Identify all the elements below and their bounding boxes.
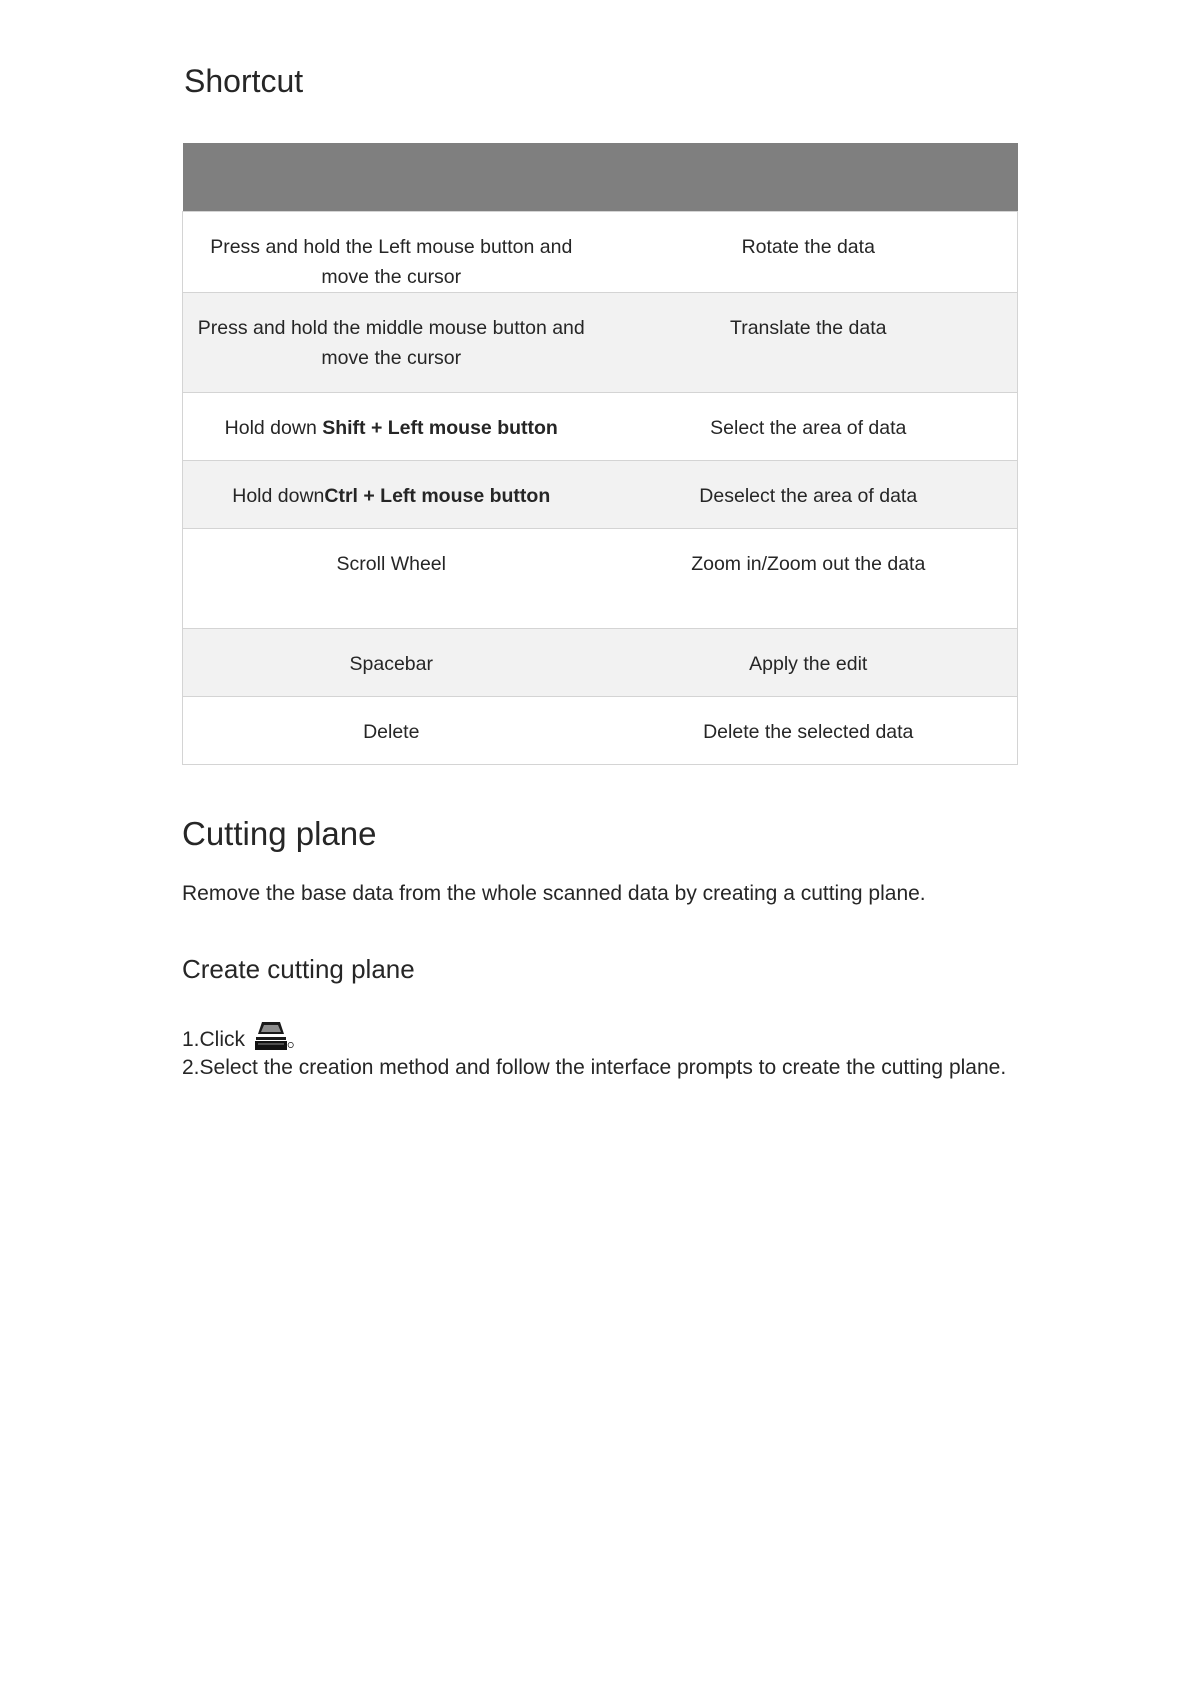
table-row	[183, 697, 1018, 765]
shortcut-action-text: Scroll Wheel	[336, 553, 446, 575]
shortcut-action-text: Hold down	[224, 417, 323, 439]
shortcut-action-cell	[183, 529, 600, 629]
shortcut-action-cell	[183, 212, 600, 293]
shortcut-key-combo: Shift + Left mouse button	[322, 417, 558, 439]
shortcut-result-cell: Zoom in/Zoom out the data	[600, 529, 1018, 629]
shortcut-table	[182, 143, 1018, 765]
shortcut-action-cell	[183, 393, 600, 461]
shortcut-action-text: Press and hold the Left mouse button and move the cursor	[210, 236, 573, 288]
shortcut-result-cell: Apply the edit	[600, 629, 1018, 697]
step-1-suffix: 。	[286, 1028, 308, 1051]
table-row	[183, 629, 1018, 697]
table-header-row	[183, 143, 1018, 212]
table-row	[183, 293, 1018, 393]
shortcut-action-cell	[183, 629, 600, 697]
step-1	[182, 1020, 308, 1053]
cutting-plane-tool-icon	[255, 1020, 287, 1050]
step-2: 2.Select the creation method and follow the interface prompts to create the cutting plane.	[182, 1056, 1007, 1079]
table-row	[183, 529, 1018, 629]
table-row	[183, 212, 1018, 293]
table-header-cell	[183, 143, 600, 212]
shortcut-key-combo: Ctrl + Left mouse button	[324, 485, 551, 507]
table-row	[183, 393, 1018, 461]
cutting-plane-description: Remove the base data from the whole scanned data by creating a cutting plane.	[182, 882, 926, 905]
shortcut-result-cell: Translate the data	[600, 293, 1018, 393]
cutting-plane-heading: Cutting plane	[182, 815, 377, 852]
shortcut-result-cell: Deselect the area of data	[600, 461, 1018, 529]
table-row	[183, 461, 1018, 529]
shortcut-action-text: Delete	[363, 721, 420, 743]
shortcut-table-body	[183, 212, 1018, 765]
shortcut-heading: Shortcut	[184, 63, 304, 99]
step-1-text: 1.Click	[182, 1028, 251, 1051]
create-cutting-plane-heading: Create cutting plane	[182, 954, 415, 984]
table-header-cell	[600, 143, 1018, 212]
shortcut-action-cell	[183, 697, 600, 765]
shortcut-action-text: Spacebar	[349, 653, 433, 675]
shortcut-action-text: Hold down	[232, 485, 325, 507]
shortcut-result-cell: Select the area of data	[600, 393, 1018, 461]
shortcut-result-cell: Delete the selected data	[600, 697, 1018, 765]
shortcut-action-cell	[183, 461, 600, 529]
shortcut-action-cell	[183, 293, 600, 393]
shortcut-action-text: Press and hold the middle mouse button and move the cursor	[197, 317, 585, 369]
shortcut-result-cell: Rotate the data	[600, 212, 1018, 293]
